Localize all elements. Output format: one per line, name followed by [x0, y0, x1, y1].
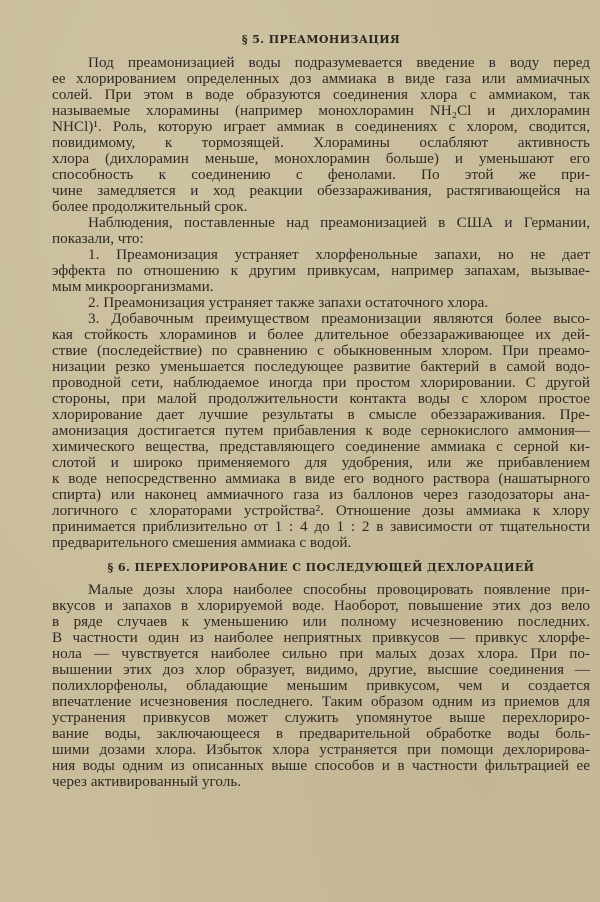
list-item-3: 3. Добавочным преимуществом преамонизации являются более высо-: [88, 310, 590, 327]
text-line: вание воды, заключающееся в предварительной обработке воды боль-: [52, 725, 590, 742]
text-line: ствие (последействие) по сравнению с обыкновенным хлором. При преамо-: [52, 342, 590, 359]
text-line: спирта) или наконец аммиачного газа из баллонов через газодозаторы ана-: [52, 486, 590, 503]
text-line: NHCl)¹. Роль, которую играет аммиак в соединениях с хлором, сводится,: [52, 118, 590, 135]
text-line: называемые хлорамины (например монохлорамин NH₂Cl и дихлорамин: [52, 102, 590, 119]
list-item-1: 1. Преамонизация устраняет хлорфенольные запахи, но не дает: [88, 246, 590, 263]
text-line: амонизация достигается путем прибавления к воде сернокислого аммония—: [52, 422, 590, 439]
text-line: повидимому, к тормозящей. Хлорамины ослабляют активность: [52, 134, 590, 151]
text-line: вкусов и запахов в хлорируемой воде. Наоборот, повышение этих доз вело: [52, 597, 590, 614]
text-line: химического вещества, представляющего соединение аммиака с серной ки-: [52, 438, 590, 455]
text-line: предварительного смешения аммиака с водой.: [52, 534, 352, 551]
section-5-heading: § 5. ПРЕАМОНИЗАЦИЯ: [241, 33, 401, 46]
text-line: мым микроорганизмами.: [52, 278, 214, 295]
text-line: проводной сети, наблюдаемое иногда при простом хлорировании. С другой: [52, 374, 590, 391]
text-line: полихлорфенолы, обладающие меньшим привкусом, чем и создается: [52, 677, 590, 694]
list-item-2: 2. Преамонизация устраняет также запахи остаточного хлора.: [88, 294, 489, 311]
text-line: нола — чувствуется наиболее сильно при малых дозах хлора. При по-: [52, 645, 590, 662]
section-6-heading: § 6. ПЕРЕХЛОРИРОВАНИЕ С ПОСЛЕДУЮЩЕЙ ДЕХЛОРАЦИЕЙ: [107, 561, 535, 574]
text-line: вышении этих доз хлор образует, видимо, другие, высшие соединения —: [52, 661, 590, 678]
text-line: ее хлорированием определенных доз аммиака в виде газа или аммиачных: [52, 70, 590, 87]
text-line: Под преамонизацией воды подразумевается введение в воду перед: [88, 54, 590, 71]
text-line: принимается приблизительно от 1 : 4 до 1 : 2 в зависимости от тщательности: [52, 518, 590, 535]
text-line: способность к соединению с фенолами. По этой же при-: [52, 166, 590, 183]
text-line: чине замедляется и ход реакции обеззараживания, растягивающейся на: [52, 182, 590, 199]
text-line: шими дозами хлора. Избыток хлора устраняется при помощи дехлорирова-: [52, 741, 590, 758]
text-line: логичного с хлораторами устройства². Отношение дозы аммиака к хлору: [52, 502, 590, 519]
text-line: Наблюдения, поставленные над преамонизацией в США и Германии,: [88, 214, 590, 231]
text-line: к воде непосредственно аммиака в виде его водного раствора (нашатырного: [52, 470, 590, 487]
text-line: в ряде случаев к уменьшению или полному исчезновению последних.: [52, 613, 590, 630]
text-line: хлора (дихлорамин меньше, монохлорамин больше) и уменьшают его: [52, 150, 590, 167]
text-line: стороны, при малой продолжительности контакта воды с хлором простое: [52, 390, 590, 407]
text-line: эффекта по отношению к другим привкусам, например запахам, вызывае-: [52, 262, 590, 279]
text-line: ния воды одним из описанных выше способов и в частности фильтрацией ее: [52, 757, 590, 774]
text-line: низации резко уменьшается последующее развитие бактерий в самой водо-: [52, 358, 590, 375]
text-line: показали, что:: [52, 230, 144, 247]
text-line: слотой и широко применяемого для удобрения, или же прибавлением: [52, 454, 590, 471]
text-line: Малые дозы хлора наиболее способны провоцировать появление при-: [88, 581, 590, 598]
text-line: солей. При этом в воде образуются соединения хлора с аммиаком, так: [52, 86, 590, 103]
text-line: устранения привкусов может служить упомянутое выше перехлориро-: [52, 709, 590, 726]
text-line: более продолжительный срок.: [52, 198, 248, 215]
text-line: В частности один из наиболее неприятных привкусов — привкус хлорфе-: [52, 629, 590, 646]
text-line: через активированный уголь.: [52, 773, 242, 790]
text-line: кая стойкость хлораминов и более длительное обеззараживающее их дей-: [52, 326, 590, 343]
text-line: впечатление исчезновения последнего. Таким образом одним из приемов для: [52, 693, 590, 710]
text-line: хлорирование дает лучшие результаты в смысле обеззараживания. Пре-: [52, 406, 590, 423]
